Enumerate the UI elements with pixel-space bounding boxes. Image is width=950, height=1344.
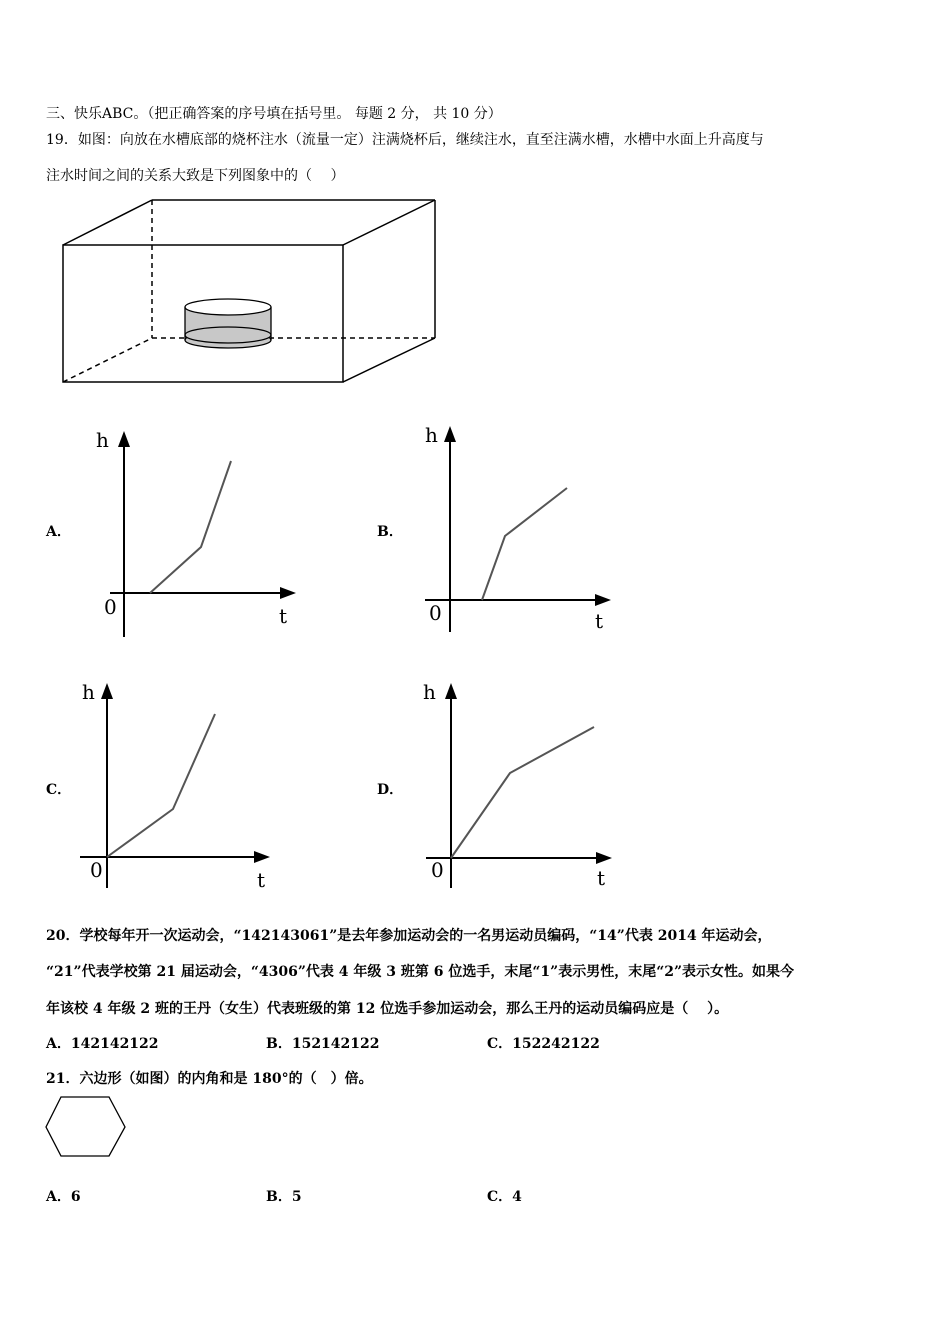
- graph-b[interactable]: [417, 420, 637, 635]
- q20-option-b[interactable]: B．152142122: [266, 1036, 380, 1052]
- q21-option-c[interactable]: C．4: [487, 1189, 522, 1205]
- graph-c-origin: 0: [90, 858, 103, 882]
- q21-text-line1: 21．六边形（如图）的内角和是 180°的（ ）倍。: [46, 1071, 373, 1087]
- q19-option-a-label[interactable]: A．: [46, 524, 71, 540]
- q21-option-a[interactable]: A．6: [46, 1189, 81, 1205]
- q21-option-b[interactable]: B．5: [266, 1189, 302, 1205]
- graph-a-x-label: t: [279, 604, 288, 628]
- tank-diagram: [50, 195, 450, 390]
- graph-b-x-label: t: [595, 609, 604, 633]
- graph-c-x-label: t: [257, 868, 266, 892]
- q19-option-b-label[interactable]: B．: [377, 524, 403, 540]
- graph-b-origin: 0: [429, 601, 442, 625]
- graph-a[interactable]: [90, 425, 310, 640]
- q20-option-a[interactable]: A．142142122: [46, 1036, 159, 1052]
- hexagon-icon: [45, 1096, 127, 1158]
- graph-b-y-label: h: [425, 423, 438, 447]
- graph-a-origin: 0: [104, 595, 117, 619]
- graph-d-origin: 0: [431, 858, 444, 882]
- q19-option-c-label[interactable]: C．: [46, 782, 72, 798]
- beaker-icon: [185, 299, 271, 348]
- q19-option-d-label[interactable]: D．: [377, 782, 404, 798]
- q19-text-line1: 19．如图：向放在水槽底部的烧杯注水（流量一定）注满烧杯后，继续注水，直至注满水槽，水槽中水面上升高度与: [46, 132, 764, 148]
- q20-text-line1: 20．学校每年开一次运动会，“142143061”是去年参加运动会的一名男运动员编码，“14”代表 2014 年运动会，: [46, 928, 772, 944]
- graph-d[interactable]: [418, 677, 638, 892]
- graph-d-y-label: h: [423, 680, 436, 704]
- section-header: 三、快乐ABC。（把正确答案的序号填在括号里。 每题 2 分， 共 10 分）: [46, 106, 502, 122]
- graph-c[interactable]: [76, 677, 296, 892]
- q19-text-line2: 注水时间之间的关系大致是下列图象中的（ ）: [46, 168, 345, 184]
- q20-option-c[interactable]: C．152242122: [487, 1036, 600, 1052]
- q20-text-line3: 年该校 4 年级 2 班的王丹（女生）代表班级的第 12 位选手参加运动会，那么王丹的运动员编码应是（ ）。: [46, 1001, 729, 1017]
- graph-d-x-label: t: [597, 866, 606, 890]
- q20-text-line2: “21”代表学校第 21 届运动会，“4306”代表 4 年级 3 班第 6 位选手，末尾“1”表示男性，末尾“2”表示女性。如果今: [46, 964, 795, 980]
- graph-a-y-label: h: [96, 428, 109, 452]
- graph-c-y-label: h: [82, 680, 95, 704]
